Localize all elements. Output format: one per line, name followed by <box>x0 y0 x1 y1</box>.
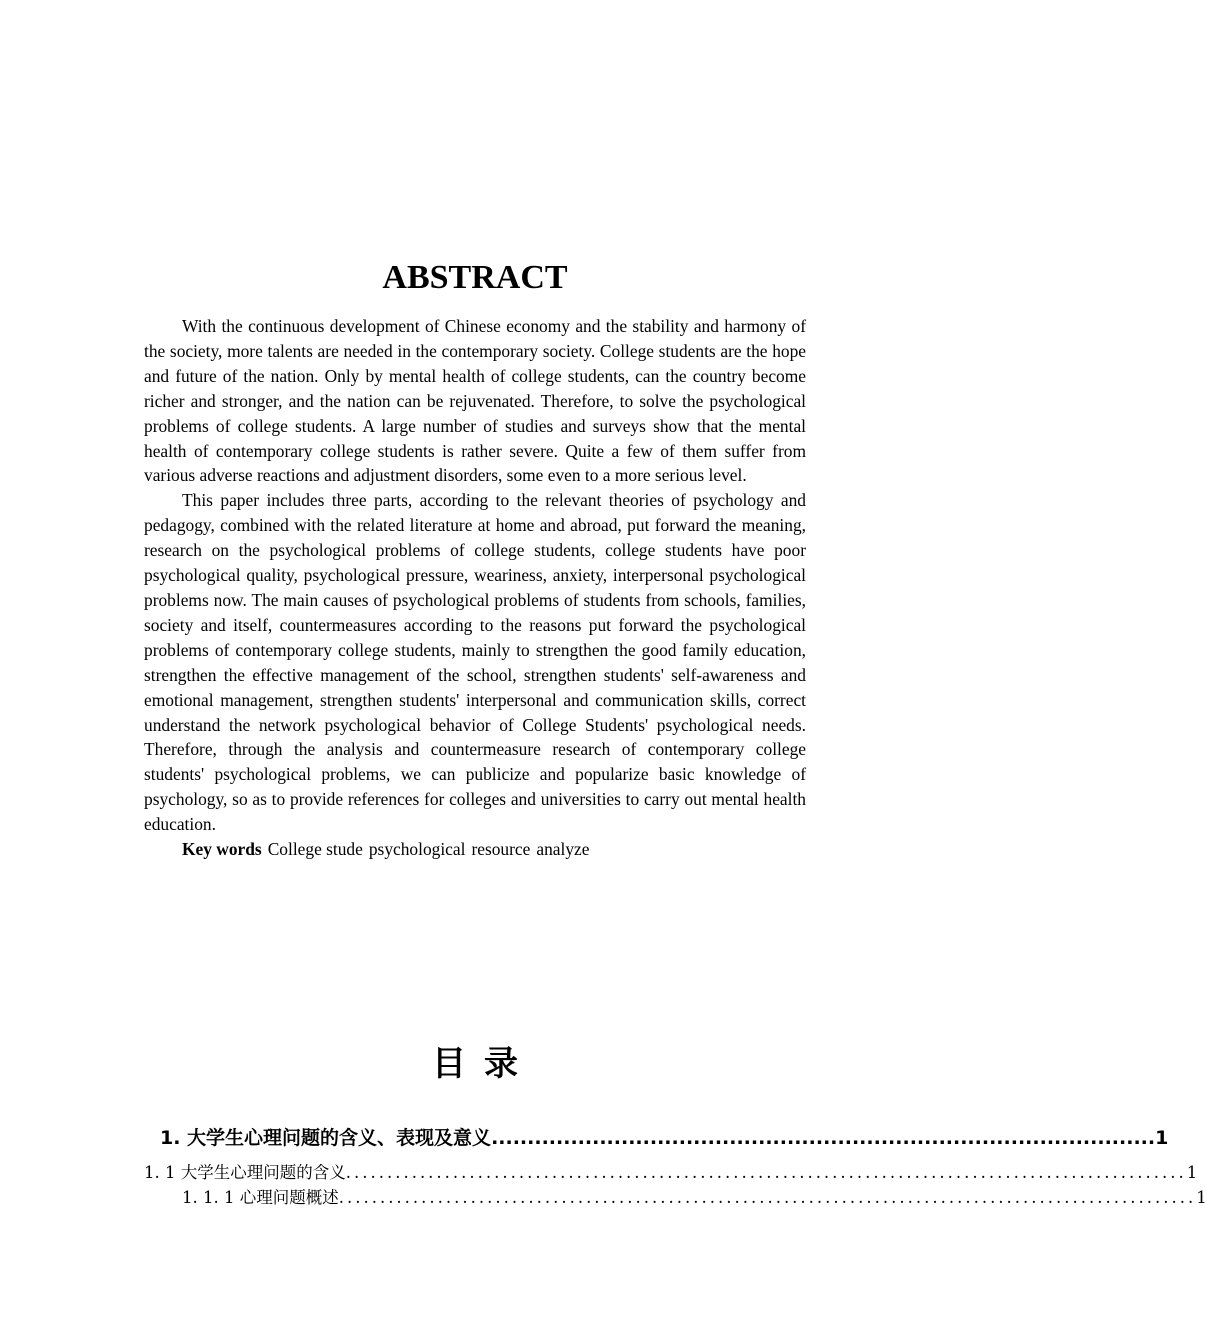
keyword-item: resource <box>471 839 531 860</box>
keyword-item: psychological <box>368 839 466 860</box>
toc-entry-label: 1. 1 大学生心理问题的含义 <box>144 1163 346 1182</box>
abstract-body <box>144 314 806 862</box>
toc-entry-1[interactable] <box>144 1122 1169 1154</box>
toc-dot-leader: ............................................................................................ <box>491 1127 1156 1149</box>
keyword-item: College stude <box>267 839 363 860</box>
toc-entry-label: 1. 大学生心理问题的含义、表现及意义 <box>160 1127 492 1149</box>
toc-dot-leader: ...................................................................................................... <box>345 1163 1187 1182</box>
table-of-contents <box>144 1122 1207 1210</box>
toc-page-number: 1 <box>1155 1127 1169 1149</box>
toc-dot-leader: ........................................................................................................ <box>338 1188 1197 1207</box>
toc-page-number: 1 <box>1196 1188 1207 1207</box>
keywords-label: Key words <box>182 839 262 860</box>
toc-title: 目录 <box>432 1044 536 1084</box>
keywords-line <box>144 837 806 862</box>
toc-entry-1-1-1[interactable] <box>144 1185 1207 1210</box>
toc-entry-1-1[interactable] <box>144 1160 1198 1185</box>
toc-entry-label: 1. 1. 1 心理问题概述 <box>182 1188 339 1207</box>
abstract-title: ABSTRACT <box>382 259 568 296</box>
abstract-paragraph-1: With the continuous development of Chinese economy and the stability and harmony of the society, more talents are needed in the contemporary society. College students are the hope and future of the nation. Only by mental health of college students, can the country become richer and stronger, and the nation can be rejuvenated. Therefore, to solve the psychological problems of college students. A large number of studies and surveys show that the mental health of contemporary college students is rather severe. Quite a few of them suffer from various adverse reactions and adjustment disorders, some even to a more serious level. <box>144 316 806 486</box>
abstract-paragraph-2: This paper includes three parts, according to the relevant theories of psychology and pedagogy, combined with the related literature at home and abroad, put forward the meaning, research on the psychological problems of college students, college students have poor psychological quality, psychological pressure, weariness, anxiety, interpersonal psychological problems now. The main causes of psychological problems of students from schools, families, society and itself, countermeasures according to the reasons put forward the psychological problems of contemporary college students, mainly to strengthen the good family education, strengthen the effective management of the school, strengthen students' self-awareness and emotional management, strengthen students' interpersonal and communication skills, correct understand the network psychological behavior of College Students' psychological needs. Therefore, through the analysis and countermeasure research of contemporary college students' psychological problems, we can publicize and popularize basic knowledge of psychology, so as to provide references for colleges and universities to carry out mental health education. <box>144 490 806 835</box>
keyword-item: analyze <box>536 839 590 860</box>
toc-page-number: 1 <box>1186 1163 1198 1182</box>
